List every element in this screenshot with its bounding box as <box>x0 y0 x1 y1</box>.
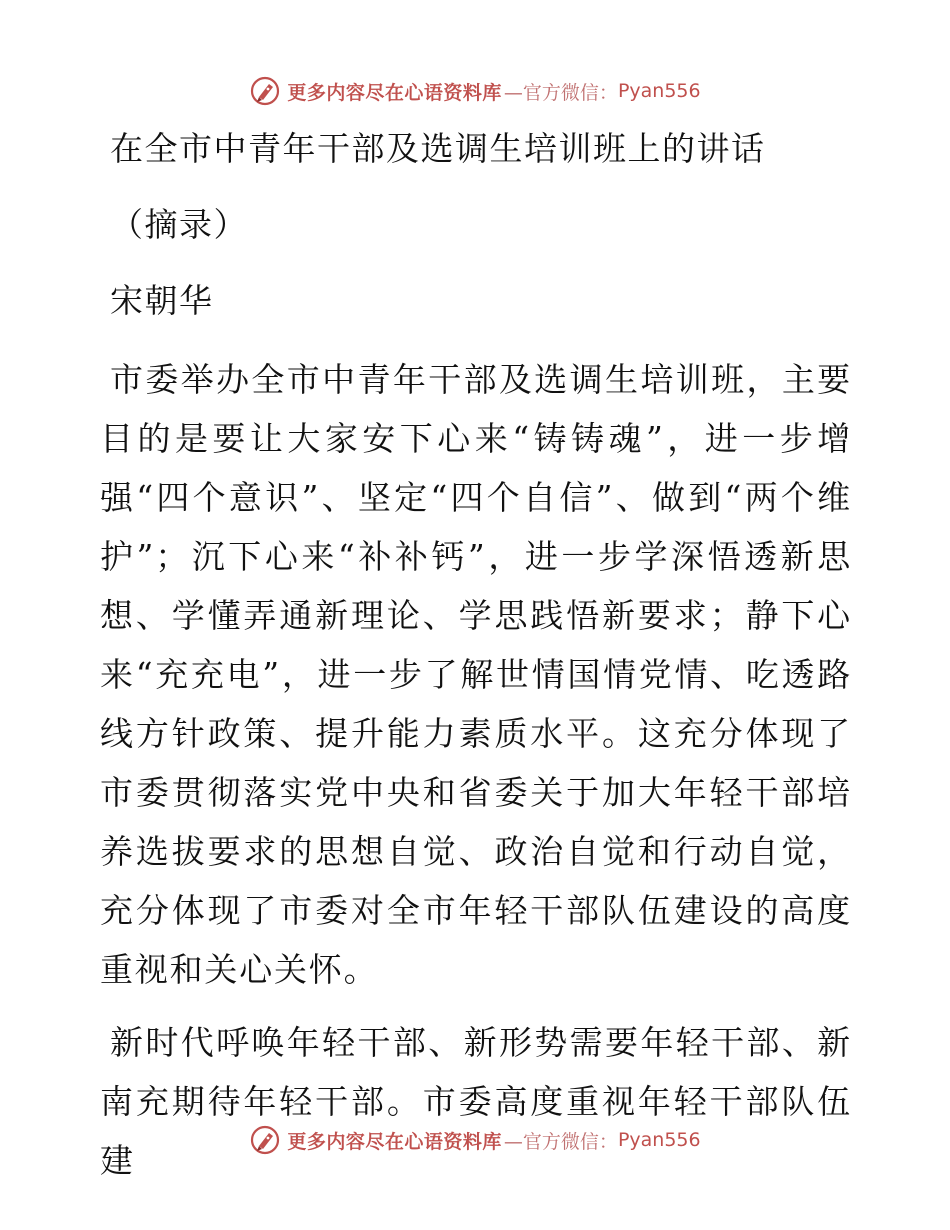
header-watermark <box>0 71 950 111</box>
watermark-wechat-id: Pyan556 <box>617 80 701 102</box>
document-author: 宋朝华 <box>110 281 214 320</box>
watermark-contact-label: —官方微信： <box>503 81 618 104</box>
watermark-wechat-id: Pyan556 <box>617 1129 701 1151</box>
pen-nib-logo-icon <box>249 1124 281 1156</box>
paragraph: 新时代呼唤年轻干部、新形势需要年轻干部、新南充期待年轻干部。市委高度重视年轻干部队伍建 <box>100 1023 852 1180</box>
document-body <box>100 120 852 1190</box>
paragraph: 市委举办全市中青年干部及选调生培训班，主要目的是要让大家安下心来“铸铸魂”，进一步增强“四个意识”、坚定“四个自信”、做到“两个维护”；沉下心来“补补钙”，进一步学深悟透新思想、学懂弄通新理论、学思践悟新要求；静下心来“充充电”，进一步了解世情国情党情、吃透路线方针政策、提升能力素质水平。这充分体现了市委贯彻落实党中央和省委关于加大年轻干部培养选拔要求的思想自觉、政治自觉和行动自觉，充分体现了市委对全市年轻干部队伍建设的高度重视和关心关怀。 <box>100 360 852 989</box>
pen-nib-logo-icon <box>249 75 281 107</box>
watermark-brand-text: 更多内容尽在心语资料库 <box>287 1130 502 1153</box>
document-subtitle: （摘录） <box>110 205 248 244</box>
watermark-contact-label: —官方微信： <box>503 1130 618 1153</box>
watermark-brand-text: 更多内容尽在心语资料库 <box>287 81 502 104</box>
footer-watermark <box>0 1120 950 1160</box>
document-title: 在全市中青年干部及选调生培训班上的讲话 <box>110 129 766 168</box>
